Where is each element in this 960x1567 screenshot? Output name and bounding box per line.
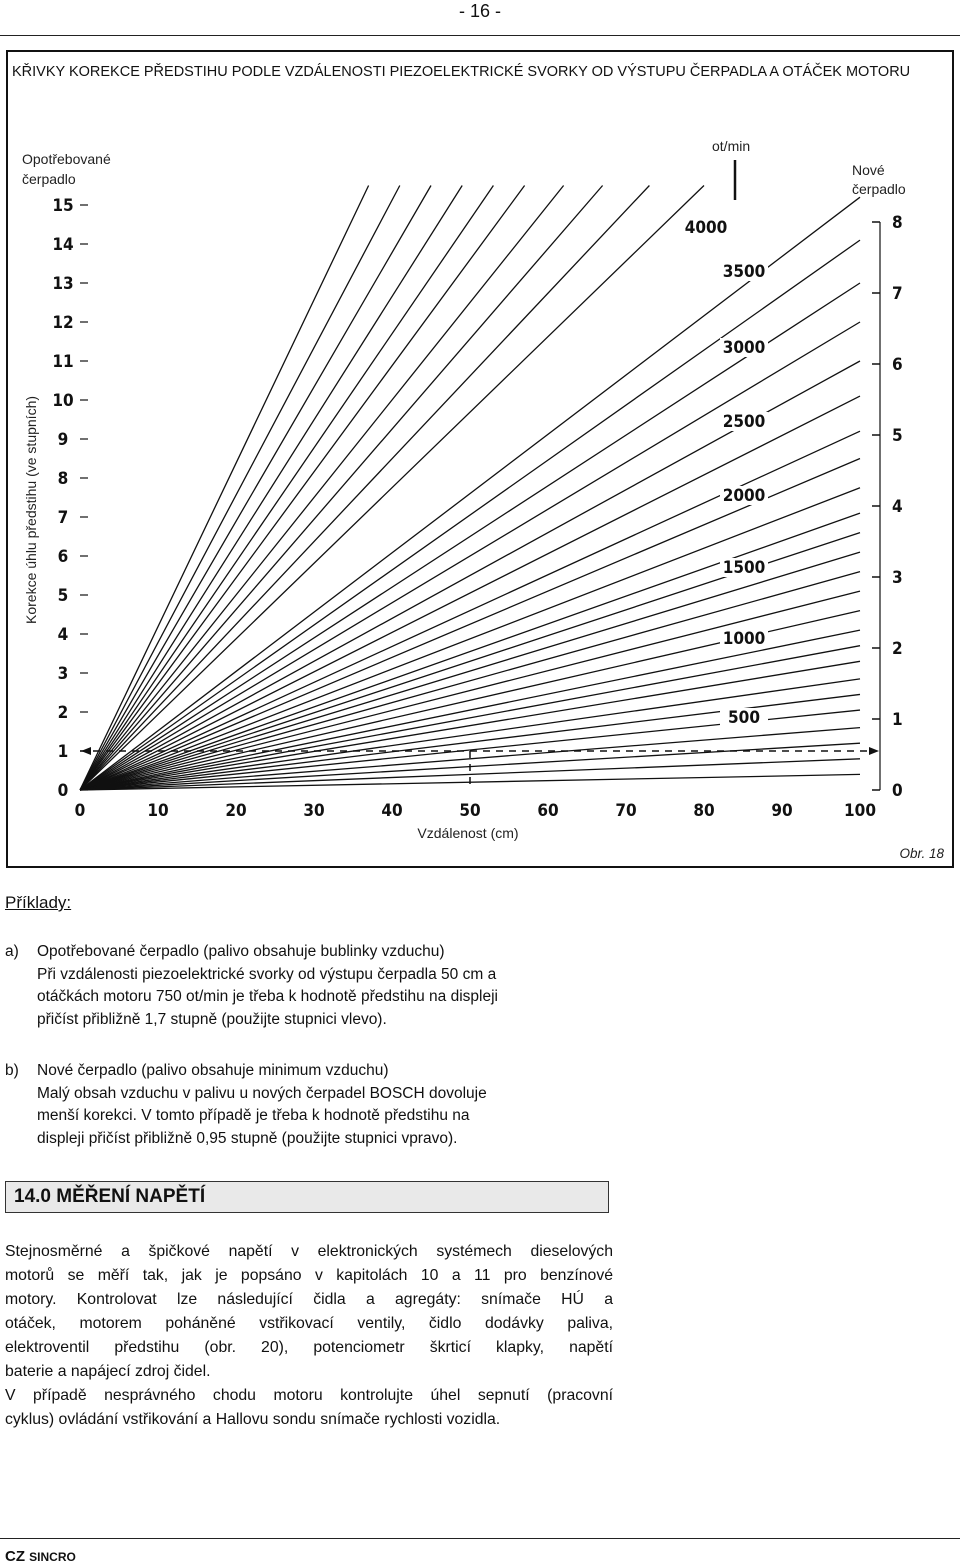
correction-curve — [80, 186, 369, 791]
right-header-line1: Nové — [852, 162, 885, 178]
example-b-line: Malý obsah vzduchu v palivu u nových čerpadel BOSCH dovoluje — [37, 1084, 487, 1102]
right-y-tick-label: 7 — [892, 284, 903, 304]
correction-curve — [80, 679, 860, 790]
left-y-tick-label: 13 — [52, 274, 74, 294]
rpm-label: 4000 — [684, 218, 728, 238]
left-y-tick-label: 10 — [52, 391, 74, 411]
left-y-tick-label: 15 — [52, 196, 74, 216]
page-number: - 16 - — [458, 1, 501, 21]
right-y-tick-label: 0 — [892, 781, 903, 801]
correction-curve — [80, 513, 860, 790]
correction-curve — [80, 186, 649, 791]
x-tick-label: 40 — [381, 801, 403, 821]
example-a-line: Při vzdálenosti piezoelektrické svorky od výstupu čerpadla 50 cm a — [37, 965, 497, 983]
x-tick-label: 90 — [771, 801, 793, 821]
figure-title: KŘIVKY KOREKCE PŘEDSTIHU PODLE VZDÁLENOSTI PIEZOELEKTRICKÉ SVORKY OD VÝSTUPU ČERPADLA A OTÁČEK MOTORU — [12, 64, 911, 80]
left-y-tick-label: 6 — [57, 547, 69, 567]
correction-curve — [80, 396, 860, 790]
right-y-tick-label: 6 — [892, 355, 903, 375]
left-y-tick-label: 1 — [57, 742, 69, 762]
left-y-tick-label: 14 — [52, 235, 74, 255]
right-y-tick-label: 3 — [892, 568, 903, 588]
example-a — [5, 941, 645, 1031]
left-y-tick-label: 9 — [57, 430, 69, 450]
y-axis-label: Korekce úhlu předstihu (ve stupních) — [23, 395, 39, 625]
left-y-tick-label: 5 — [57, 586, 69, 606]
left-y-tick-label: 7 — [57, 508, 69, 528]
example-b-marker: b) — [5, 1062, 19, 1079]
left-header-line1: Opotřebované — [22, 151, 111, 167]
right-y-tick-label: 1 — [892, 710, 903, 730]
left-y-tick-label: 4 — [57, 625, 69, 645]
rpm-label: 2500 — [722, 412, 766, 432]
rpm-label: 3000 — [722, 338, 766, 358]
x-tick-label: 50 — [459, 801, 481, 821]
x-axis-label: Vzdálenost (cm) — [417, 825, 519, 841]
x-tick-label: 80 — [693, 801, 715, 821]
correction-curve — [80, 459, 860, 791]
left-header-line2: čerpadlo — [22, 171, 76, 187]
x-tick-label: 20 — [225, 801, 247, 821]
paragraph-line: Stejnosměrné a špičkové napětí v elektronických systémech dieselových — [5, 1243, 613, 1260]
example-b-line: Nové čerpadlo (palivo obsahuje minimum vzduchu) — [37, 1062, 389, 1079]
rpm-label: 1000 — [722, 629, 766, 649]
left-y-tick-label: 3 — [57, 664, 69, 684]
left-y-tick-label: 0 — [57, 781, 69, 801]
x-tick-label: 0 — [74, 801, 86, 821]
correction-curve — [80, 186, 564, 791]
section-paragraph — [5, 1240, 613, 1432]
x-tick-label: 70 — [615, 801, 637, 821]
examples-heading: Příklady: — [5, 893, 72, 912]
left-y-tick-label: 8 — [57, 469, 69, 489]
rpm-label: 500 — [728, 708, 760, 728]
correction-curve — [80, 186, 525, 791]
rpm-unit-label: ot/min — [712, 138, 751, 154]
section-heading: 14.0 MĚŘENÍ NAPĚTÍ — [5, 1181, 609, 1213]
left-y-tick-label: 2 — [57, 703, 69, 723]
example-b-line: displeji přičíst přibližně 0,95 stupně (použijte stupnici vpravo). — [37, 1129, 458, 1147]
x-tick-label: 30 — [303, 801, 325, 821]
example-b-line: menší korekci. V tomto případě je třeba k hodnotě předstihu na — [37, 1107, 470, 1124]
paragraph-line: otáček, motorem poháněné vstřikovací ventily, čidlo dodávky paliva, — [5, 1315, 613, 1332]
paragraph-line: elektroventil předstihu (obr. 20), potenciometr škrticí klapky, napětí — [5, 1339, 613, 1356]
top-rule — [0, 35, 960, 36]
footer — [5, 1548, 76, 1565]
paragraph-line: baterie a napájecí zdroj čidel. — [5, 1363, 211, 1380]
bottom-rule — [0, 1538, 960, 1539]
paragraph-line: cyklus) ovládání vstřikování a Hallovu sondu snímače rychlosti vozidla. — [5, 1411, 501, 1428]
rpm-label: 1500 — [722, 558, 766, 578]
right-header-line2: čerpadlo — [852, 181, 906, 197]
x-tick-label: 60 — [537, 801, 559, 821]
left-y-tick-label: 11 — [52, 352, 74, 372]
rpm-label: 3500 — [722, 262, 766, 282]
left-y-tick-label: 12 — [52, 313, 74, 333]
footer-lang: CZ — [5, 1548, 25, 1565]
right-y-tick-label: 5 — [892, 426, 903, 446]
correction-curve — [80, 186, 493, 791]
paragraph-line: V případě nesprávného chodu motoru kontrolujte úhel sepnutí (pracovní — [5, 1387, 613, 1404]
guide-arrow — [869, 747, 879, 755]
example-a-marker: a) — [5, 943, 19, 960]
right-y-tick-label: 8 — [892, 213, 903, 233]
rpm-label: 2000 — [722, 486, 766, 506]
example-a-line: Opotřebované čerpadlo (palivo obsahuje bublinky vzduchu) — [37, 943, 445, 960]
correction-curve — [80, 591, 860, 790]
x-tick-label: 10 — [147, 801, 169, 821]
footer-brand: SINCRO — [29, 1550, 76, 1564]
correction-curve — [80, 186, 704, 791]
example-a-line: otáčkách motoru 750 ot/min je třeba k hodnotě předstihu na displeji — [37, 988, 498, 1005]
example-b — [5, 1060, 645, 1150]
example-a-line: přičíst přibližně 1,7 stupně (použijte stupnici vlevo). — [37, 1010, 387, 1028]
correction-curve — [80, 186, 400, 791]
right-y-tick-label: 4 — [892, 497, 903, 517]
advance-correction-chart — [8, 130, 952, 866]
paragraph-line: motory. Kontrolovat lze následující čidla a agregáty: snímače HÚ a — [5, 1291, 613, 1308]
paragraph-line: motorů se měří tak, jak je popsáno v kapitolách 10 a 11 pro benzínové — [5, 1267, 613, 1284]
figure-caption: Obr. 18 — [899, 846, 944, 861]
right-y-tick-label: 2 — [892, 639, 903, 659]
guide-arrow — [81, 747, 91, 755]
x-tick-label: 100 — [844, 801, 876, 821]
